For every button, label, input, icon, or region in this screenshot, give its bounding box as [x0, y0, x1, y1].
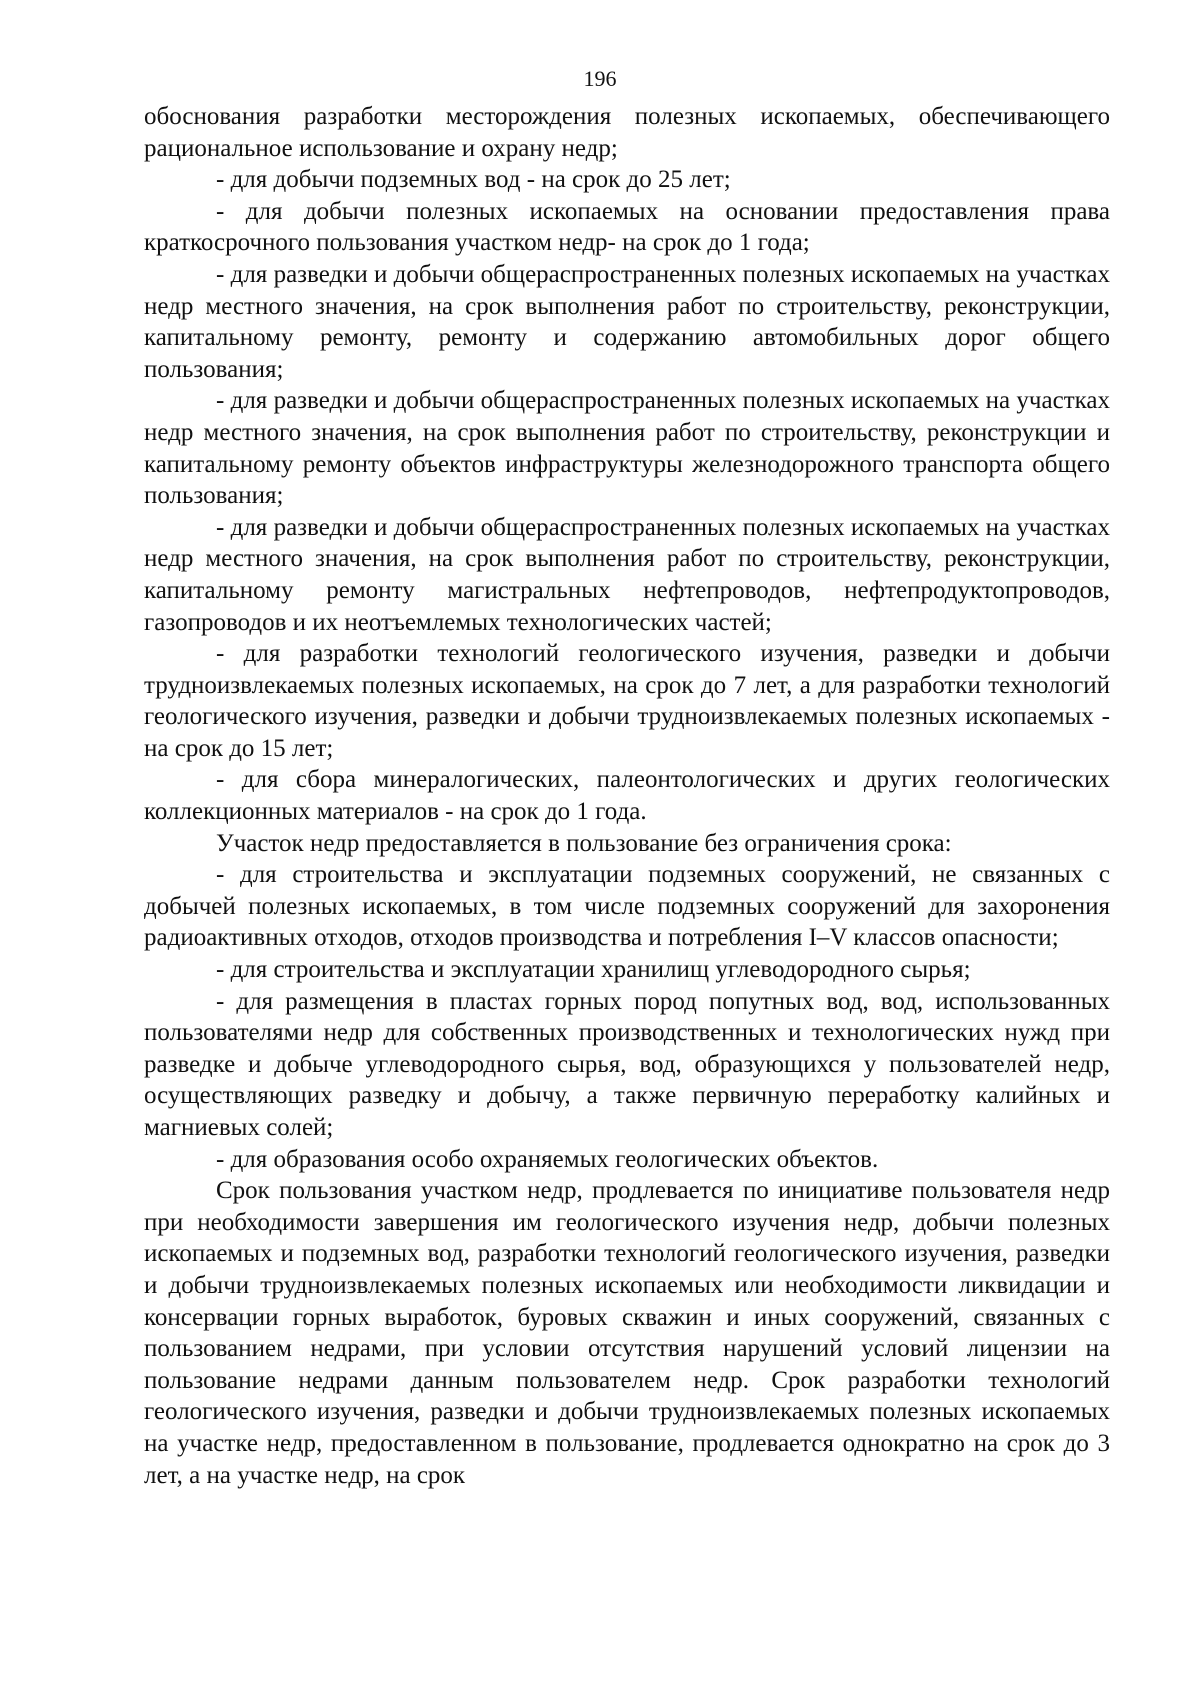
list-item-protected-objects: - для образования особо охраняемых геологических объектов. [216, 1145, 879, 1173]
list-item-underground-structures: - для строительства и эксплуатации подземных сооружений, не связанных с добычей полезных ископаемых, в том числе подземных сооружений для захоронения радиоактивных отходов, отходов производства и потребления I–V классов опасности; [144, 861, 1110, 952]
paragraph-term-extension: Срок пользования участком недр, продлевается по инициативе пользователя недр при необходимости завершения им геологического изучения недр, добычи полезных ископаемых и подземных вод, разработки технологий геологического изучения, разведки и добычи трудноизвлекаемых полезных ископаемых или необходимости ликвидации и консервации горных выработок, буровых скважин и иных сооружений, связанных с пользованием недрами, при условии отсутствия нарушений условий лицензии на пользование недрами данным пользователем недр. Срок разработки технологий геологического изучения, разведки и добычи трудноизвлекаемых полезных ископаемых на участке недр, предоставленном в пользование, продлевается однократно на срок до 3 лет, а на участке недр, на срок [144, 1177, 1110, 1489]
list-item-groundwater-term: - для добычи подземных вод - на срок до 25 лет; [216, 166, 731, 194]
list-item-roads-construction: - для разведки и добычи общераспространенных полезных ископаемых на участках недр местного значения, на срок выполнения работ по строительству, реконструкции, капитальному ремонту, ремонту и содержанию автомобильных дорог общего пользования; [144, 260, 1110, 383]
list-item-short-term-use: - для добычи полезных ископаемых на основании предоставления права краткосрочного пользования участком недр- на срок до 1 года; [144, 197, 1110, 257]
paragraph-unlimited-term: Участок недр предоставляется в пользование без ограничения срока: [216, 829, 952, 857]
list-item-hard-to-recover-technologies: - для разработки технологий геологического изучения, разведки и добычи трудноизвлекаемых полезных ископаемых, на срок до 7 лет, а для разработки технологий геологического изучения, разведки и добычи трудноизвлекаемых полезных ископаемых - на срок до 15 лет; [144, 640, 1110, 762]
document-body [144, 101, 1110, 1491]
continuation-paragraph: обоснования разработки месторождения полезных ископаемых, обеспечивающего рациональное использование и охрану недр; [144, 103, 1110, 162]
list-item-hydrocarbon-storage: - для строительства и эксплуатации хранилищ углеводородного сырья; [216, 956, 971, 984]
list-item-railway-infrastructure: - для разведки и добычи общераспространенных полезных ископаемых на участках недр местного значения, на срок выполнения работ по строительству, реконструкции и капитальному ремонту объектов инфраструктуры железнодорожного транспорта общего пользования; [144, 387, 1110, 510]
list-item-collection-materials: - для сбора минералогических, палеонтологических и других геологических коллекционных материалов - на срок до 1 года. [144, 766, 1110, 826]
list-item-pipelines: - для разведки и добычи общераспространенных полезных ископаемых на участках недр местного значения, на срок выполнения работ по строительству, реконструкции, капитальному ремонту магистральных нефтепроводов, нефтепродуктопроводов, газопроводов и их неотъемлемых технологических частей; [144, 513, 1110, 636]
list-item-water-placement: - для размещения в пластах горных пород попутных вод, вод, использованных пользователями недр для собственных производственных и технологических нужд при разведке и добыче углеводородного сырья, вод, образующихся у пользователей недр, осуществляющих разведку и добычу, а также первичную переработку калийных и магниевых солей; [144, 987, 1110, 1141]
page-number: 196 [583, 66, 617, 91]
